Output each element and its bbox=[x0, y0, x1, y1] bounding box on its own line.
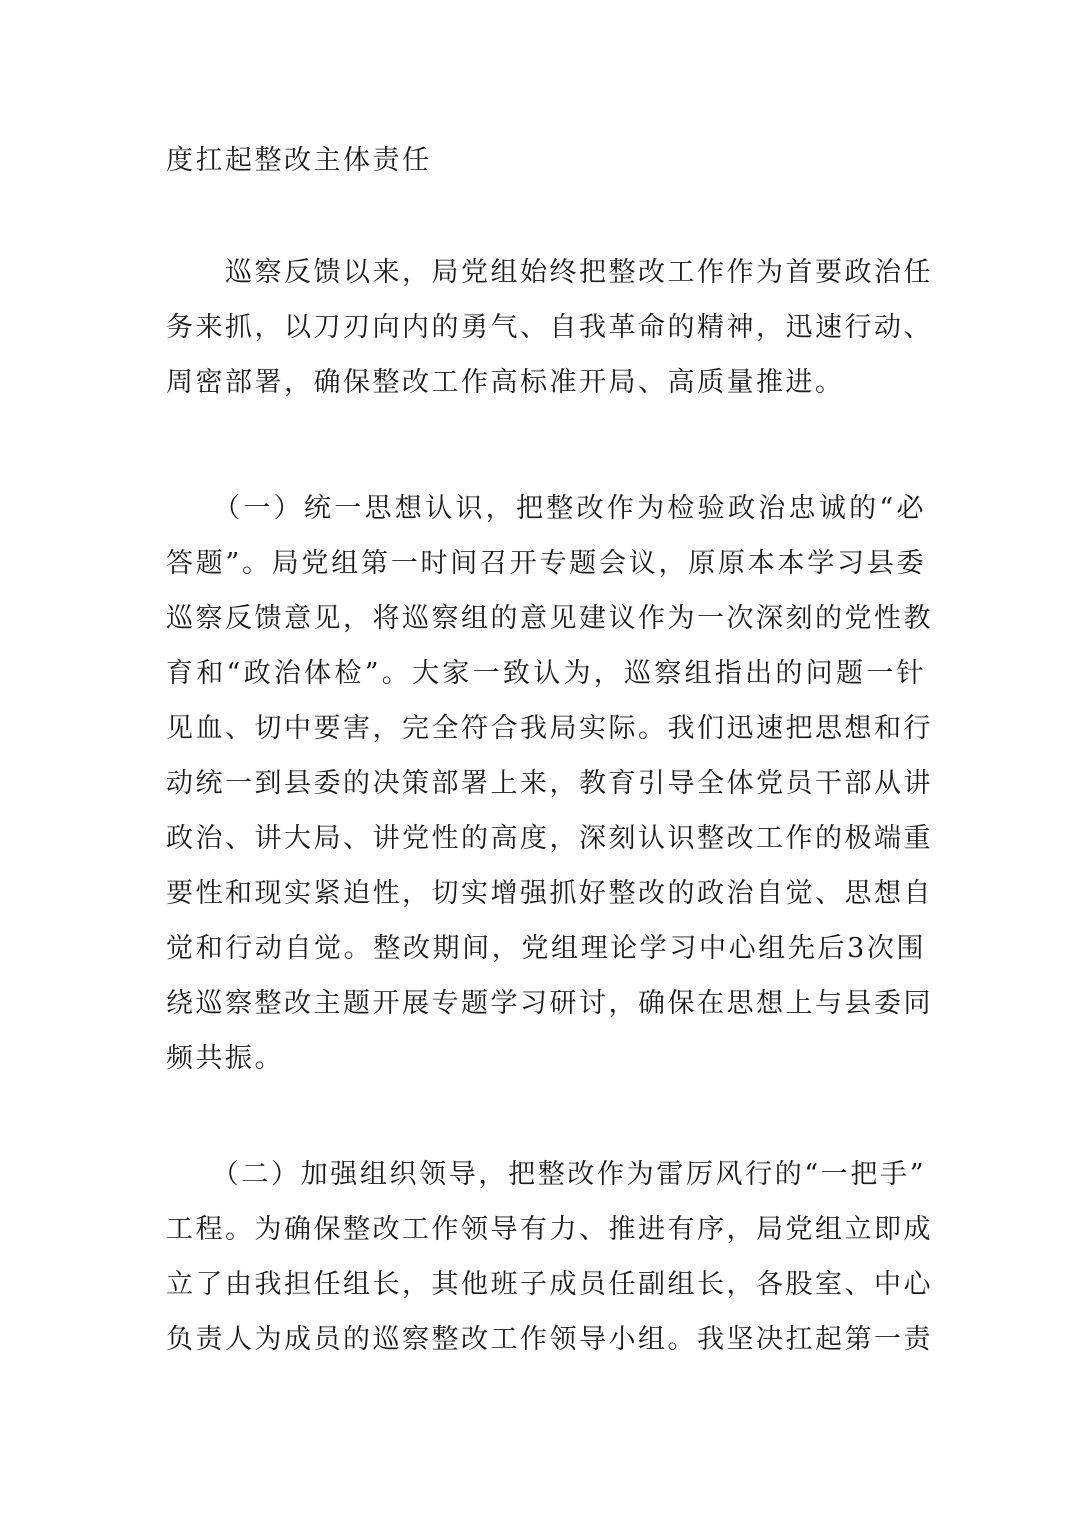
text-line: 育和“政治体检”。大家一致认为，巡察组指出的问题一针 bbox=[166, 658, 926, 689]
paragraph-section-2 bbox=[166, 1147, 933, 1367]
text-line: 立了由我担任组长，其他班子成员任副组长，各股室、中心 bbox=[166, 1269, 933, 1300]
text-line: 要性和现实紧迫性，切实增强抓好整改的政治自觉、思想自 bbox=[166, 878, 933, 909]
text-line: （二）加强组织领导，把整改作为雷厉风行的“一把手” bbox=[166, 1159, 926, 1190]
text-line: 答题”。局党组第一时间召开专题会议，原原本本学习县委 bbox=[166, 548, 926, 579]
text-line: 周密部署，确保整改工作高标准开局、高质量推进。 bbox=[166, 367, 845, 398]
text-line: 政治、讲大局、讲党性的高度，深刻认识整改工作的极端重 bbox=[166, 823, 933, 854]
text-line: 见血、切中要害，完全符合我局实际。我们迅速把思想和行 bbox=[166, 713, 933, 744]
paragraph-intro bbox=[166, 245, 933, 410]
text-line: 负责人为成员的巡察整改工作领导小组。我坚决扛起第一责 bbox=[166, 1324, 933, 1355]
text-line: 绕巡察整改主题开展专题学习研讨，确保在思想上与县委同 bbox=[166, 988, 933, 1019]
paragraph-heading-tail bbox=[166, 133, 926, 188]
text-line: 频共振。 bbox=[166, 1043, 284, 1074]
paragraph-section-1 bbox=[166, 481, 933, 1086]
text-line: 巡察反馈意见，将巡察组的意见建议作为一次深刻的党性教 bbox=[166, 603, 933, 634]
text-line: 务来抓，以刀刃向内的勇气、自我革命的精神，迅速行动、 bbox=[166, 312, 933, 343]
text-line: 度扛起整改主体责任 bbox=[166, 145, 432, 176]
text-line: 动统一到县委的决策部署上来，教育引导全体党员干部从讲 bbox=[166, 768, 933, 799]
text-line: （一）统一思想认识，把整改作为检验政治忠诚的“必 bbox=[166, 493, 926, 524]
text-line: 觉和行动自觉。整改期间，党组理论学习中心组先后3次围 bbox=[166, 933, 926, 964]
text-line: 工程。为确保整改工作领导有力、推进有序，局党组立即成 bbox=[166, 1214, 933, 1245]
text-line: 巡察反馈以来，局党组始终把整改工作作为首要政治任 bbox=[166, 257, 933, 288]
